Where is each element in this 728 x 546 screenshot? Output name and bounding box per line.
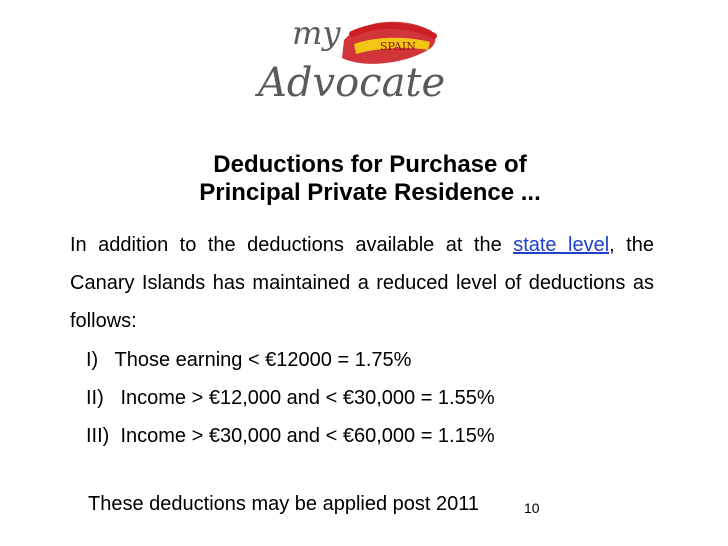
deduction-list	[86, 341, 495, 455]
slide-title-line2: Principal Private Residence ...	[199, 179, 541, 206]
intro-paragraph	[70, 226, 654, 340]
my-spain-advocate-logo	[252, 10, 452, 116]
deductions-note: These deductions may be applied post 2011	[88, 493, 480, 515]
logo-badge-text: SPAIN	[380, 40, 416, 53]
deduction-item-1: I) Those earning < €12000 = 1.75%	[86, 349, 412, 371]
deduction-item-3: III) Income > €30,000 and < €60,000 = 1.15%	[86, 425, 495, 447]
intro-text-after-link: , the Canary Islands has maintained a reduced level of deductions as follows:	[70, 234, 654, 332]
slide-title-line1: Deductions for Purchase of	[213, 151, 527, 178]
slide-title	[60, 151, 680, 207]
deduction-item-2: II) Income > €12,000 and < €30,000 = 1.55%	[86, 387, 495, 409]
logo-line1-text: my	[292, 14, 341, 52]
logo-line2-text: Advocate	[258, 60, 446, 106]
state-level-link[interactable]: state level	[513, 234, 610, 256]
logo-graphic	[252, 10, 452, 116]
page-number: 10	[524, 500, 540, 516]
intro-text-before-link: In addition to the deductions available at the	[70, 234, 514, 256]
